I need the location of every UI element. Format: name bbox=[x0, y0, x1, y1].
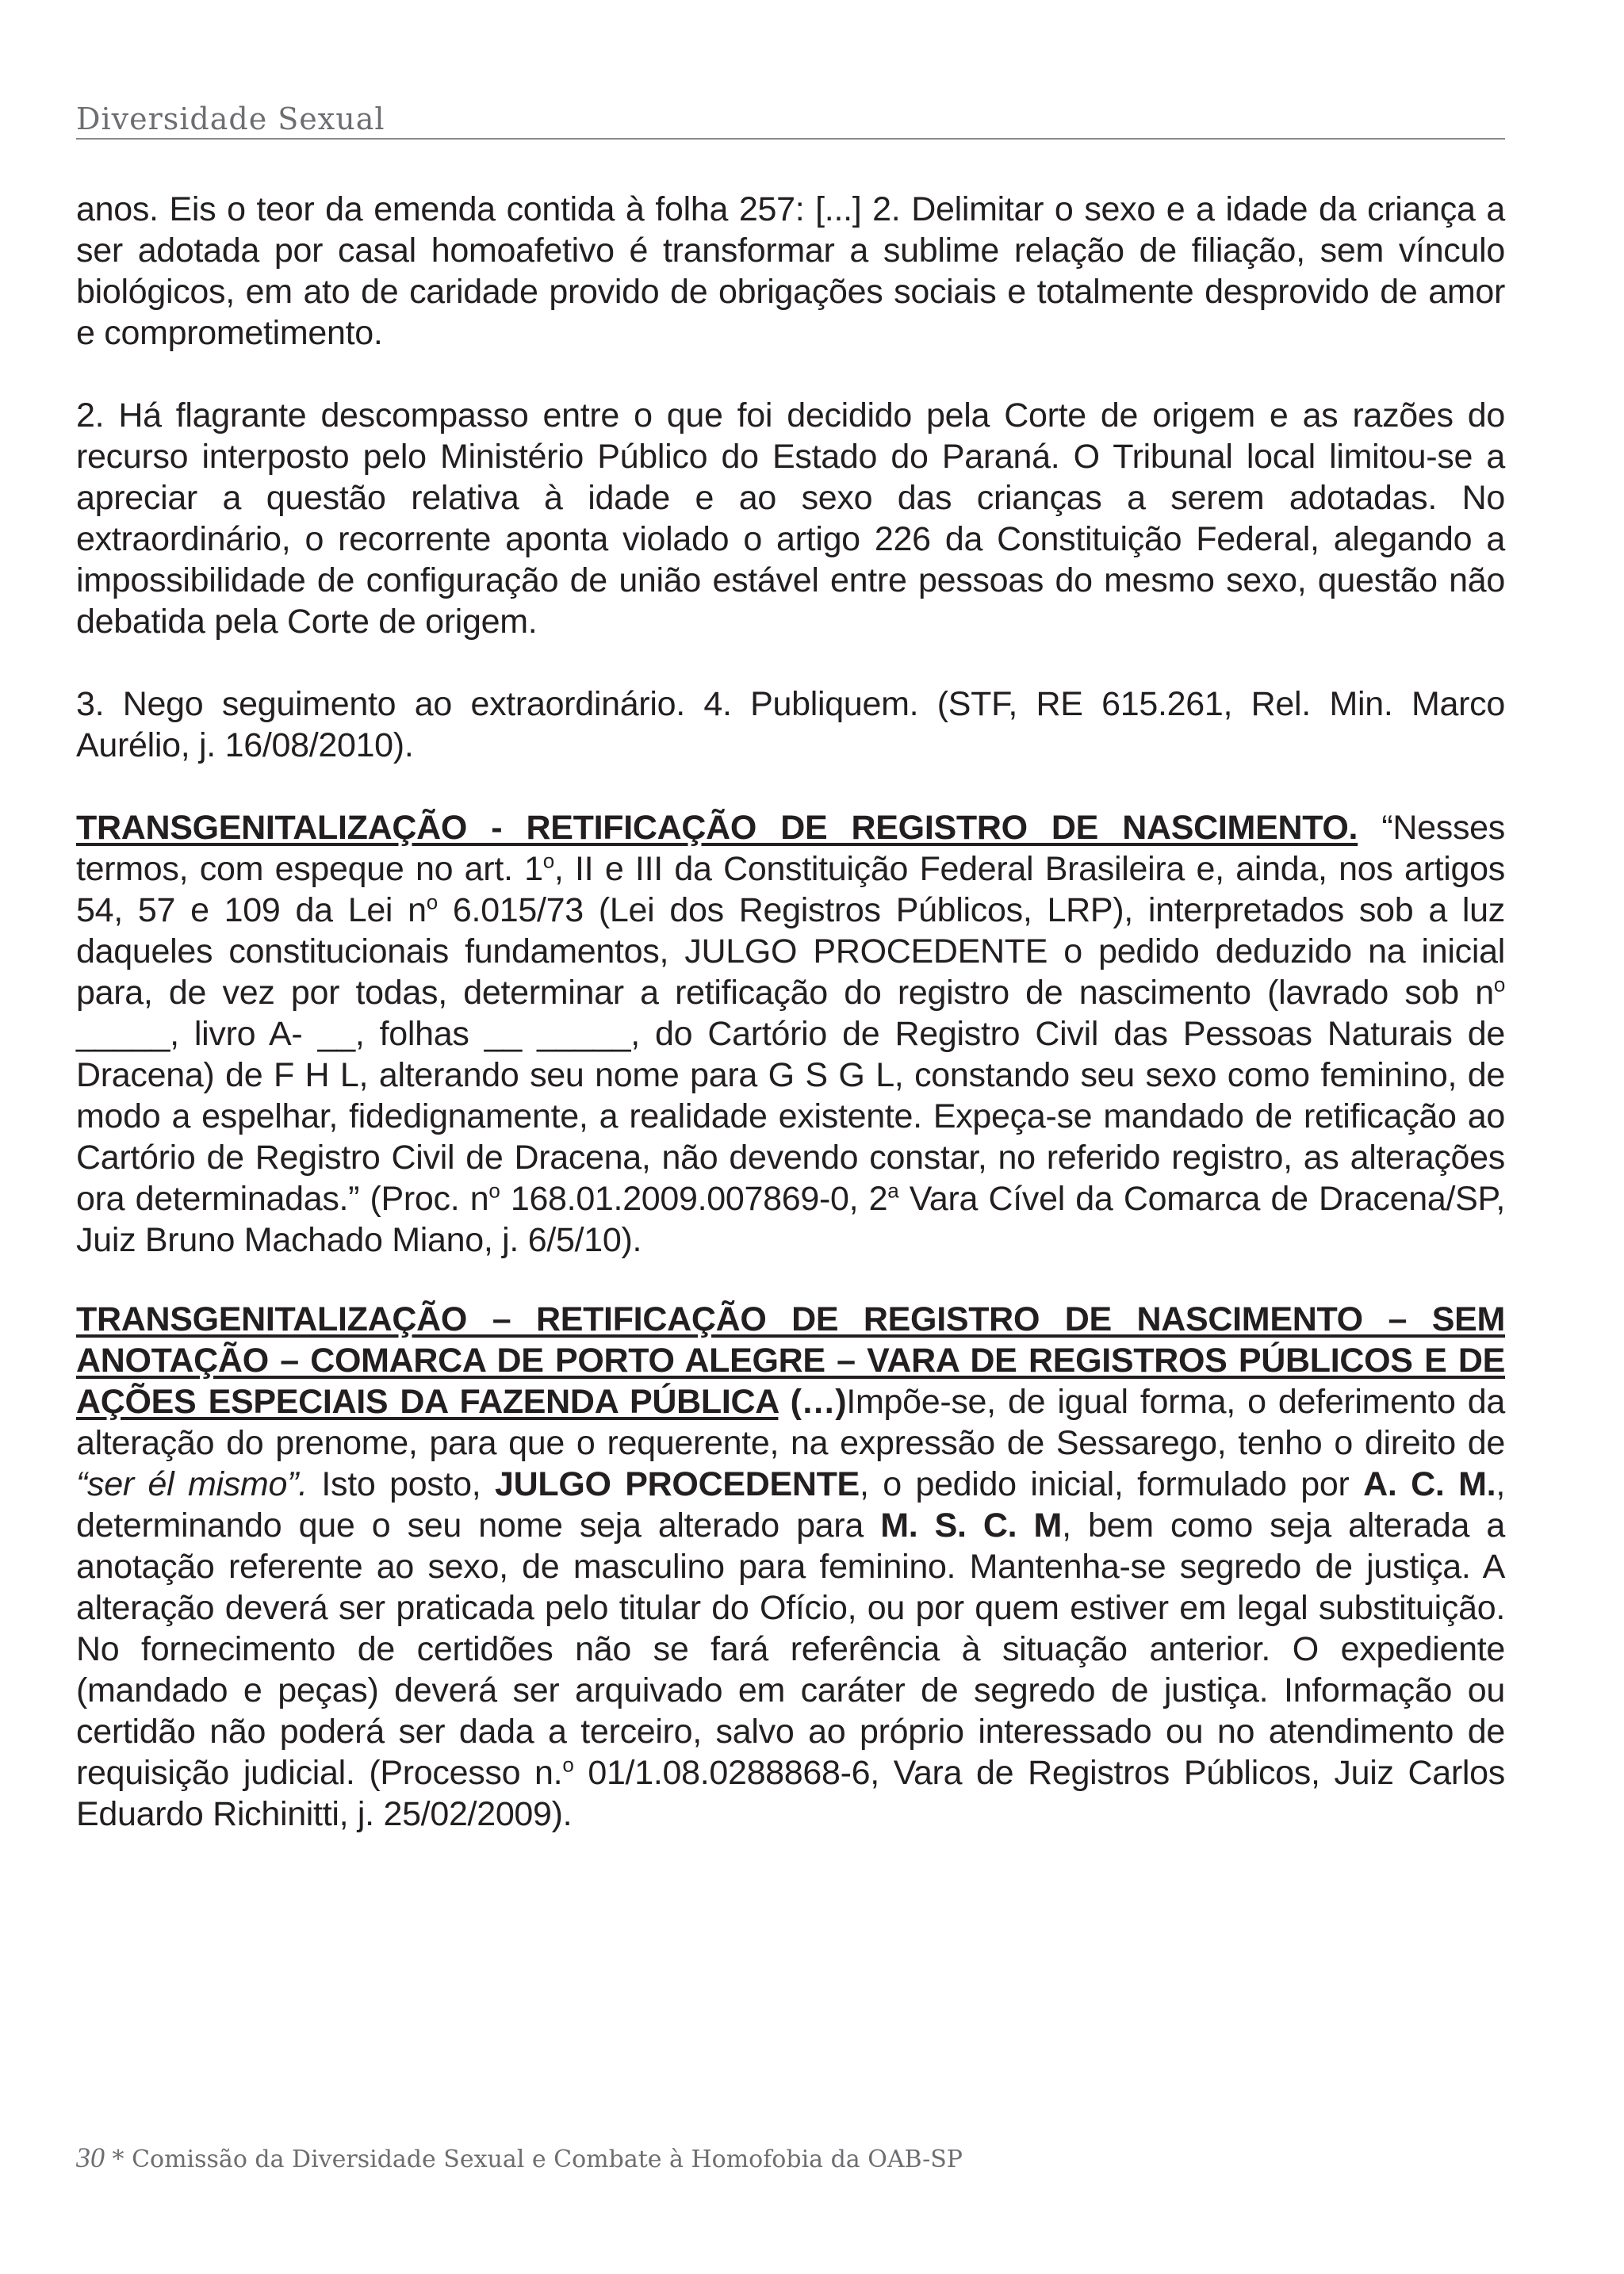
text-segment: _____, livro A- __, folhas __ _____, do Cartório de Registro Civil das Pessoas Naturais de Dracena) de F H L, alterando seu nome para G S G L, constando seu sexo como feminino, de modo a espelhar, fidedignamente, a realidade existente. Expeça-se mandado de retificação ao Cartório de Registro Civil de Dracena, não devendo constar, no referido registro, as alterações ora determinadas.” (Proc. n bbox=[76, 1015, 1505, 1218]
text-segment: Vara Cível da Comarca de Dracena/SP, Juiz Bruno Machado Miano, j. 6/5/10). bbox=[76, 1180, 1505, 1259]
bold-initials-new: M. S. C. M bbox=[880, 1506, 1063, 1545]
header-divider bbox=[76, 138, 1505, 140]
text-segment: Isto posto, bbox=[307, 1465, 496, 1503]
ordinal-mark: a bbox=[887, 1178, 899, 1203]
text-segment: , o pedido inicial, formulado por bbox=[859, 1465, 1364, 1503]
paragraph-transgenitalizacao-dracena bbox=[76, 807, 1505, 1261]
text-segment: , II e III da Constituição Federal Brasileira e, ainda, nos artigos 54, 57 e 109 da Lei n bbox=[76, 850, 1505, 929]
paragraph-transgenitalizacao-porto-alegre bbox=[76, 1299, 1505, 1835]
text-segment: 01/1.08.0288868-6, Vara de Registros Públicos, Juiz Carlos Eduardo Richinitti, j. 25/02/2009). bbox=[76, 1754, 1505, 1833]
page-body bbox=[76, 189, 1505, 1876]
text-segment: Impõe-se, de igual forma, o deferimento da alteração do prenome, para que o requerente, na expressão de Sessarego, tenho o direito de bbox=[76, 1383, 1505, 1462]
quoted-expression: “ser él mismo”. bbox=[76, 1465, 308, 1503]
running-head-title: Diversidade Sexual bbox=[76, 101, 385, 136]
page-number: 30 bbox=[76, 2142, 105, 2173]
ordinal-mark: o bbox=[542, 848, 554, 873]
section-heading-porto-alegre: TRANSGENITALIZAÇÃO – RETIFICAÇÃO DE REGISTRO DE NASCIMENTO – SEM ANOTAÇÃO – COMARCA DE PORTO ALEGRE – VARA DE REGISTROS PÚBLICOS E DE AÇÕES ESPECIAIS DA FAZENDA PÚBLICA bbox=[76, 1300, 1505, 1421]
ordinal-mark: o bbox=[562, 1752, 574, 1777]
paragraph-3: 3. Nego seguimento ao extraordinário. 4. Publiquem. (STF, RE 615.261, Rel. Min. Marco Aurélio, j. 16/08/2010). bbox=[76, 685, 1505, 764]
paragraph-2: 2. Há flagrante descompasso entre o que foi decidido pela Corte de origem e as razões do recurso interposto pelo Ministério Público do Estado do Paraná. O Tribunal local limitou-se a apreciar a questão relativa à idade e ao sexo das crianças a serem adotadas. No extraordinário, o recorrente aponta violado o artigo 226 da Constituição Federal, alegando a impossibilidade de configuração de união estável entre pessoas do mesmo sexo, questão não debatida pela Corte de origem. bbox=[76, 396, 1505, 641]
text-segment: 168.01.2009.007869-0, 2 bbox=[500, 1180, 888, 1218]
bold-initials-original: A. C. M. bbox=[1363, 1465, 1496, 1503]
footer-text: Comissão da Diversidade Sexual e Combate à Homofobia da OAB-SP bbox=[132, 2146, 963, 2173]
ordinal-mark: o bbox=[426, 890, 438, 914]
bold-ruling: JULGO PROCEDENTE bbox=[495, 1465, 860, 1503]
text-segment: , determinando que o seu nome seja alterado para bbox=[76, 1465, 1505, 1545]
ordinal-mark: o bbox=[488, 1178, 500, 1203]
section-heading-dracena: TRANSGENITALIZAÇÃO - RETIFICAÇÃO DE REGISTRO DE NASCIMENTO. bbox=[76, 809, 1358, 847]
text-segment: “Nesses termos, com espeque no art. 1 bbox=[76, 809, 1505, 888]
text-segment: , bem como seja alterada a anotação referente ao sexo, de masculino para feminino. Mantenha-se segredo de justiça. A alteração deverá ser praticada pelo titular do Ofício, ou por quem estiver em legal substituição. No fornecimento de certidões não se fará referência à situação anterior. O expediente (mandado e peças) deverá ser arquivado em caráter de segredo de justiça. Informação ou certidão não poderá ser dada a terceiro, salvo ao próprio interessado ou no atendimento de requisição judicial. (Processo n. bbox=[76, 1506, 1505, 1792]
ordinal-mark: o bbox=[1493, 972, 1505, 997]
paragraph-1: anos. Eis o teor da emenda contida à folha 257: [...] 2. Delimitar o sexo e a idade da criança a ser adotada por casal homoafetivo é transformar a sublime relação de filiação, sem vínculo biológicos, em ato de caridade provido de obrigações sociais e totalmente desprovido de amor e comprometimento. bbox=[76, 190, 1505, 352]
text-segment: 6.015/73 (Lei dos Registros Públicos, LRP), interpretados sob a luz daqueles constitucionais fundamentos, JULGO PROCEDENTE o pedido deduzido na inicial para, de vez por todas, determinar a retificação do registro de nascimento (lavrado sob n bbox=[76, 891, 1505, 1012]
ellipsis-mark: (…) bbox=[778, 1383, 847, 1421]
footer-separator: * bbox=[105, 2146, 132, 2173]
page-footer bbox=[76, 2141, 963, 2174]
